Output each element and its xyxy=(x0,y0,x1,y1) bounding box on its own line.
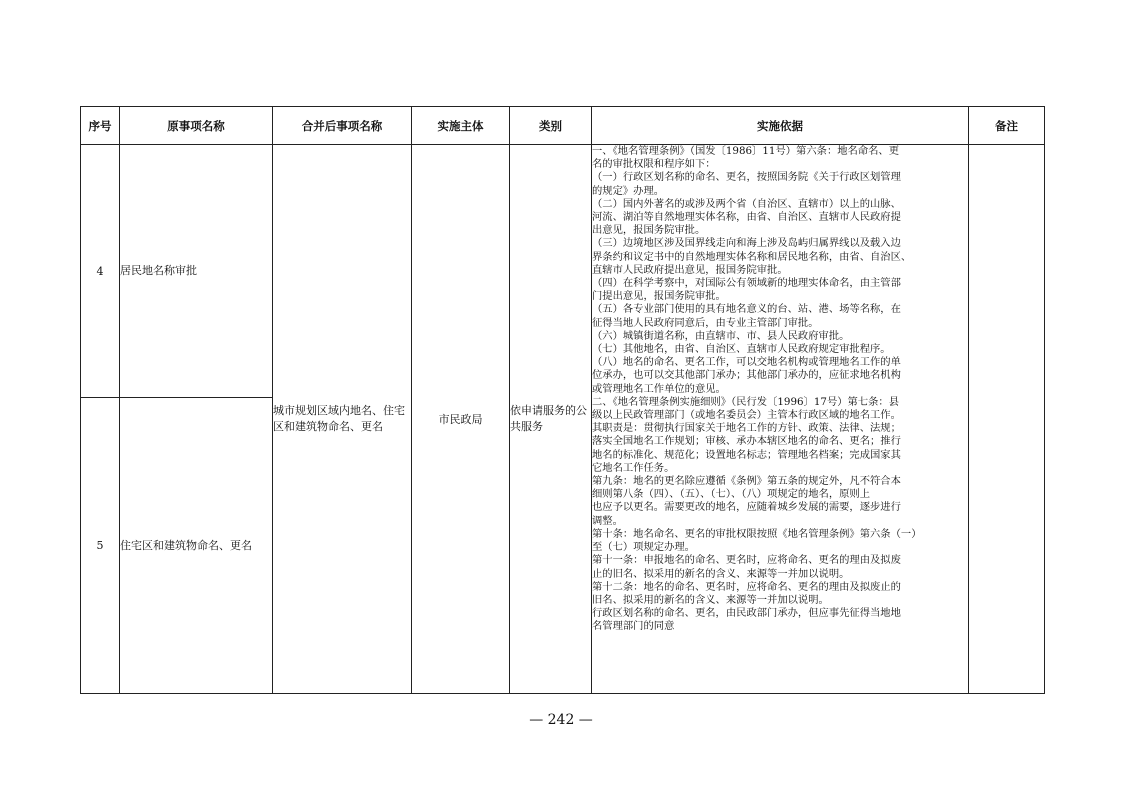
basis-line: 调整。 xyxy=(592,514,623,527)
table-header-row xyxy=(81,107,1045,145)
row-5-original-name: 住宅区和建筑物命名、更名 xyxy=(120,398,273,694)
basis-line: 出意见，报国务院审批。 xyxy=(592,224,706,237)
basis-line: （一）行政区划名称的命名、更名，按照国务院《关于行政区划管理 xyxy=(592,171,901,184)
basis-line: 也应予以更名。需要更改的地名，应随着城乡发展的需要，逐步进行 xyxy=(592,501,901,514)
merged-item-name-cell: 城市规划区域内地名、住宅区和建筑物命名、更名 xyxy=(273,145,412,694)
header-implementer: 实施主体 xyxy=(412,107,510,145)
basis-text xyxy=(592,145,968,634)
basis-line: 门提出意见，报国务院审批。 xyxy=(592,290,726,303)
remark-cell xyxy=(969,145,1045,694)
basis-line: 界条约和议定书中的自然地理实体名称和居民地名称，由省、自治区、 xyxy=(592,250,912,263)
basis-line: 位承办，也可以交其他部门承办；其他部门承办的，应征求地名机构 xyxy=(592,369,901,382)
basis-line: （四）在科学考察中，对国际公有领域新的地理实体命名，由主管部 xyxy=(592,277,901,290)
header-original-item-name: 原事项名称 xyxy=(120,107,273,145)
basis-line: 细则第八条（四）、（五）、（七）、（八）项规定的地名，原则上 xyxy=(592,488,871,501)
header-category: 类别 xyxy=(510,107,592,145)
basis-line: （八）地名的命名、更名工作，可以交地名机构或管理地名工作的单 xyxy=(592,356,901,369)
implementer-cell: 市民政局 xyxy=(412,145,510,694)
basis-line: 落实全国地名工作规划；审核、承办本辖区地名的命名、更名；推行 xyxy=(592,435,901,448)
basis-line: （五）各专业部门使用的具有地名意义的台、站、港、场等名称，在 xyxy=(592,303,901,316)
row-4-original-name: 居民地名称审批 xyxy=(120,145,273,398)
category-cell: 依申请服务的公共服务 xyxy=(510,145,592,694)
basis-line: 河流、湖泊等自然地理实体名称，由省、自治区、直辖市人民政府提 xyxy=(592,211,901,224)
basis-line: 第九条：地名的更名除应遵循《条例》第五条的规定外，凡不符合本 xyxy=(592,475,901,488)
table-row xyxy=(81,145,1045,398)
basis-line: 至（七）项规定办理。 xyxy=(592,541,695,554)
basis-line: 一、《地名管理条例》（国发〔1986〕11号）第六条：地名命名、更 xyxy=(592,145,900,157)
basis-line: 其职责是：贯彻执行国家关于地名工作的方针、政策、法律、法规； xyxy=(592,422,901,435)
basis-line: 二、《地名管理条例实施细则》（民行发〔1996〕17号）第七条：县 xyxy=(592,395,900,408)
header-serial-number: 序号 xyxy=(81,107,120,145)
header-merged-item-name: 合并后事项名称 xyxy=(273,107,412,145)
basis-line: 旧名、拟采用的新名的含义、来源等一并加以说明。 xyxy=(592,593,829,606)
basis-line: 它地名工作任务。 xyxy=(592,461,675,474)
basis-line: 名的审批权限和程序如下： xyxy=(592,158,716,171)
basis-cell xyxy=(592,145,969,694)
basis-line: 行政区划名称的命名、更名，由民政部门承办，但应事先征得当地地 xyxy=(592,607,901,620)
row-5-serial: 5 xyxy=(81,398,120,694)
header-basis: 实施依据 xyxy=(592,107,969,145)
page-number: — 242 — xyxy=(529,712,593,728)
row-4-serial: 4 xyxy=(81,145,120,398)
basis-line: 的规定》办理。 xyxy=(592,184,665,197)
basis-line: 地名的标准化、规范化；设置地名标志；管理地名档案；完成国家其 xyxy=(592,448,901,461)
basis-line: （二）国内外著名的或涉及两个省（自治区、直辖市）以上的山脉、 xyxy=(592,197,901,210)
basis-line: （七）其他地名，由省、自治区、直辖市人民政府规定审批程序。 xyxy=(592,343,891,356)
basis-line: （六）城镇街道名称，由直辖市、市、县人民政府审批。 xyxy=(592,329,850,342)
basis-line: （三）边境地区涉及国界线走向和海上涉及岛屿归属界线以及载入边 xyxy=(592,237,901,250)
basis-line: 征得当地人民政府同意后，由专业主管部门审批。 xyxy=(592,316,819,329)
basis-line: 或管理地名工作单位的意见。 xyxy=(592,382,726,395)
basis-line: 第十条：地名命名、更名的审批权限按照《地名管理条例》第六条（一） xyxy=(592,527,922,540)
items-table xyxy=(80,106,1045,694)
basis-line: 第十一条：申报地名的命名、更名时，应将命名、更名的理由及拟废 xyxy=(592,554,901,567)
basis-line: 级以上民政管理部门（或地名委员会）主管本行政区域的地名工作。 xyxy=(592,409,901,422)
basis-line: 第十二条：地名的命名、更名时，应将命名、更名的理由及拟废止的 xyxy=(592,580,901,593)
header-remark: 备注 xyxy=(969,107,1045,145)
basis-line: 止的旧名、拟采用的新名的含义、来源等一并加以说明。 xyxy=(592,567,850,580)
basis-line: 名管理部门的同意 xyxy=(592,620,675,633)
basis-line: 直辖市人民政府提出意见，报国务院审批。 xyxy=(592,263,788,276)
